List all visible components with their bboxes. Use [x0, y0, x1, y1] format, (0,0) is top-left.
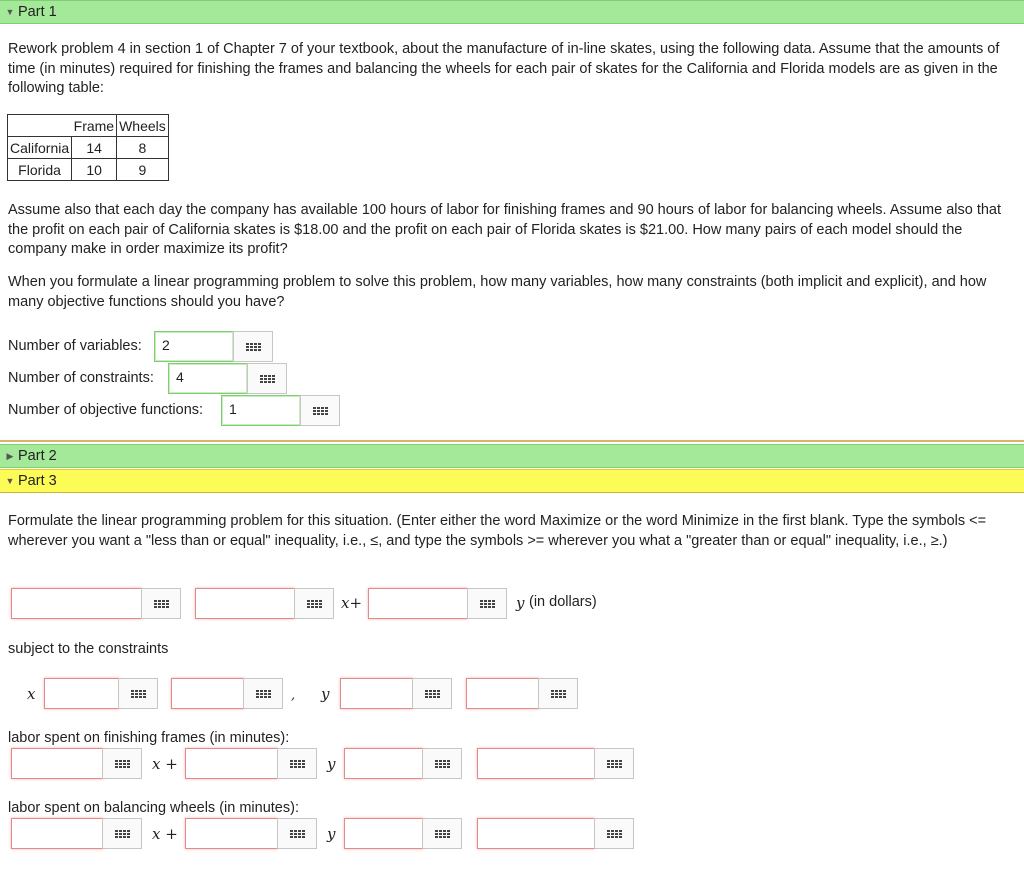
- keyboard-button[interactable]: [412, 678, 452, 709]
- keyboard-icon: [425, 690, 440, 698]
- part1-title: Part 1: [18, 4, 57, 20]
- formulation-question: When you formulate a linear programming problem to solve this problem, how many variables, how many constraints (both implicit and explicit), and how many objective functions should you have?: [8, 274, 987, 310]
- divider: [0, 440, 1024, 442]
- comma-separator: ,: [291, 688, 296, 703]
- units-label: (in dollars): [529, 594, 597, 610]
- table-row: [8, 137, 169, 159]
- keyboard-button[interactable]: [102, 748, 142, 779]
- cell-value: 14: [72, 137, 117, 159]
- expanded-triangle-icon: ▼: [5, 476, 15, 486]
- keyboard-button[interactable]: [277, 818, 317, 849]
- objectives-label: Number of objective functions:: [8, 402, 204, 418]
- subject-to-label: subject to the constraints: [8, 641, 169, 657]
- data-table: [7, 114, 169, 181]
- col-header-frame: Frame: [72, 115, 117, 137]
- wheels-x-coef-input[interactable]: [11, 818, 104, 849]
- objectives-input[interactable]: 1: [221, 395, 301, 426]
- part2-header[interactable]: [0, 444, 1024, 468]
- table-row: [8, 159, 169, 181]
- objective-type-input[interactable]: [11, 588, 142, 619]
- keyboard-icon: [435, 760, 450, 768]
- frames-bound-input[interactable]: [477, 748, 595, 779]
- variables-input[interactable]: 2: [154, 331, 234, 362]
- keyboard-button[interactable]: [118, 678, 158, 709]
- keyboard-button[interactable]: [141, 588, 181, 619]
- wheels-relation-input[interactable]: [344, 818, 424, 849]
- collapsed-triangle-icon: ▶: [6, 450, 14, 461]
- part3-title: Part 3: [18, 473, 57, 489]
- keyboard-button[interactable]: [294, 588, 334, 619]
- variables-label: Number of variables:: [8, 338, 142, 354]
- keyboard-icon: [607, 760, 622, 768]
- keyboard-button[interactable]: [102, 818, 142, 849]
- cell-value: 9: [117, 159, 169, 181]
- y-variable: y: [327, 825, 336, 843]
- expanded-triangle-icon: ▼: [5, 7, 15, 17]
- keyboard-icon: [307, 600, 322, 608]
- keyboard-icon: [290, 760, 305, 768]
- part2-title: Part 2: [18, 448, 57, 464]
- keyboard-button[interactable]: [422, 748, 462, 779]
- keyboard-icon: [290, 830, 305, 838]
- keyboard-icon: [246, 343, 261, 351]
- keyboard-button[interactable]: [247, 363, 287, 394]
- keyboard-icon: [480, 600, 495, 608]
- keyboard-button[interactable]: [233, 331, 273, 362]
- part3-instructions: Formulate the linear programming problem for this situation. (Enter either the word Maximize or the word Minimize in the first blank. Type the symbols <= wherever you want a "less than or equal" inequality, i.e., ≤, and type the symbols >= wherever you what a "greater than or equal" inequality, i.e., ≥.): [8, 513, 987, 549]
- constraints-label: Number of constraints:: [8, 370, 154, 386]
- y-coefficient-input[interactable]: [368, 588, 468, 619]
- problem-intro: Rework problem 4 in section 1 of Chapter 7 of your textbook, about the manufacture of in-line skates, using the following data. Assume that the amounts of time (in minutes) required for finishing the frames and balancing the wheels for each pair of skates for the California and Florida models are as given in the following table:: [8, 41, 1000, 96]
- y-variable: y: [516, 594, 525, 612]
- row-label: California: [8, 137, 72, 159]
- cell-value: 8: [117, 137, 169, 159]
- keyboard-icon: [607, 830, 622, 838]
- objective-function-input[interactable]: [195, 588, 295, 619]
- keyboard-button[interactable]: [594, 818, 634, 849]
- x-plus-term: x +: [152, 755, 178, 773]
- keyboard-icon: [154, 600, 169, 608]
- x-bound-input[interactable]: [171, 678, 245, 709]
- keyboard-icon: [256, 690, 271, 698]
- keyboard-icon: [115, 830, 130, 838]
- wheels-y-coef-input[interactable]: [185, 818, 278, 849]
- keyboard-button[interactable]: [467, 588, 507, 619]
- wheels-bound-input[interactable]: [477, 818, 595, 849]
- x-plus-term: x +: [152, 825, 178, 843]
- keyboard-icon: [435, 830, 450, 838]
- keyboard-icon: [115, 760, 130, 768]
- y-bound-input[interactable]: [466, 678, 540, 709]
- row-label: Florida: [8, 159, 72, 181]
- y-variable: y: [327, 755, 336, 773]
- keyboard-button[interactable]: [422, 818, 462, 849]
- frames-constraint-label: labor spent on finishing frames (in minutes):: [8, 730, 290, 746]
- x-variable: x: [27, 685, 36, 703]
- keyboard-button[interactable]: [300, 395, 340, 426]
- col-header-wheels: Wheels: [117, 115, 169, 137]
- keyboard-button[interactable]: [277, 748, 317, 779]
- y-variable: y: [321, 685, 330, 703]
- x-relation-input[interactable]: [44, 678, 120, 709]
- keyboard-button[interactable]: [594, 748, 634, 779]
- keyboard-icon: [551, 690, 566, 698]
- problem-assumptions: Assume also that each day the company has available 100 hours of labor for finishing frames and 90 hours of labor for balancing wheels. Assume also that the profit on each pair of California skates is $18.00 and the profit on each pair of Florida skates is $21.00. How many pairs of each model should the company make in order maximize its profit?: [8, 202, 1002, 257]
- part1-header[interactable]: [0, 0, 1024, 24]
- keyboard-button[interactable]: [538, 678, 578, 709]
- cell-value: 10: [72, 159, 117, 181]
- frames-y-coef-input[interactable]: [185, 748, 278, 779]
- x-plus-term: x+: [341, 594, 363, 612]
- constraints-input[interactable]: 4: [168, 363, 248, 394]
- keyboard-icon: [260, 375, 275, 383]
- wheels-constraint-label: labor spent on balancing wheels (in minutes):: [8, 800, 299, 816]
- frames-x-coef-input[interactable]: [11, 748, 104, 779]
- keyboard-icon: [313, 407, 328, 415]
- part3-header[interactable]: [0, 469, 1024, 493]
- keyboard-button[interactable]: [243, 678, 283, 709]
- y-relation-input[interactable]: [340, 678, 414, 709]
- keyboard-icon: [131, 690, 146, 698]
- frames-relation-input[interactable]: [344, 748, 424, 779]
